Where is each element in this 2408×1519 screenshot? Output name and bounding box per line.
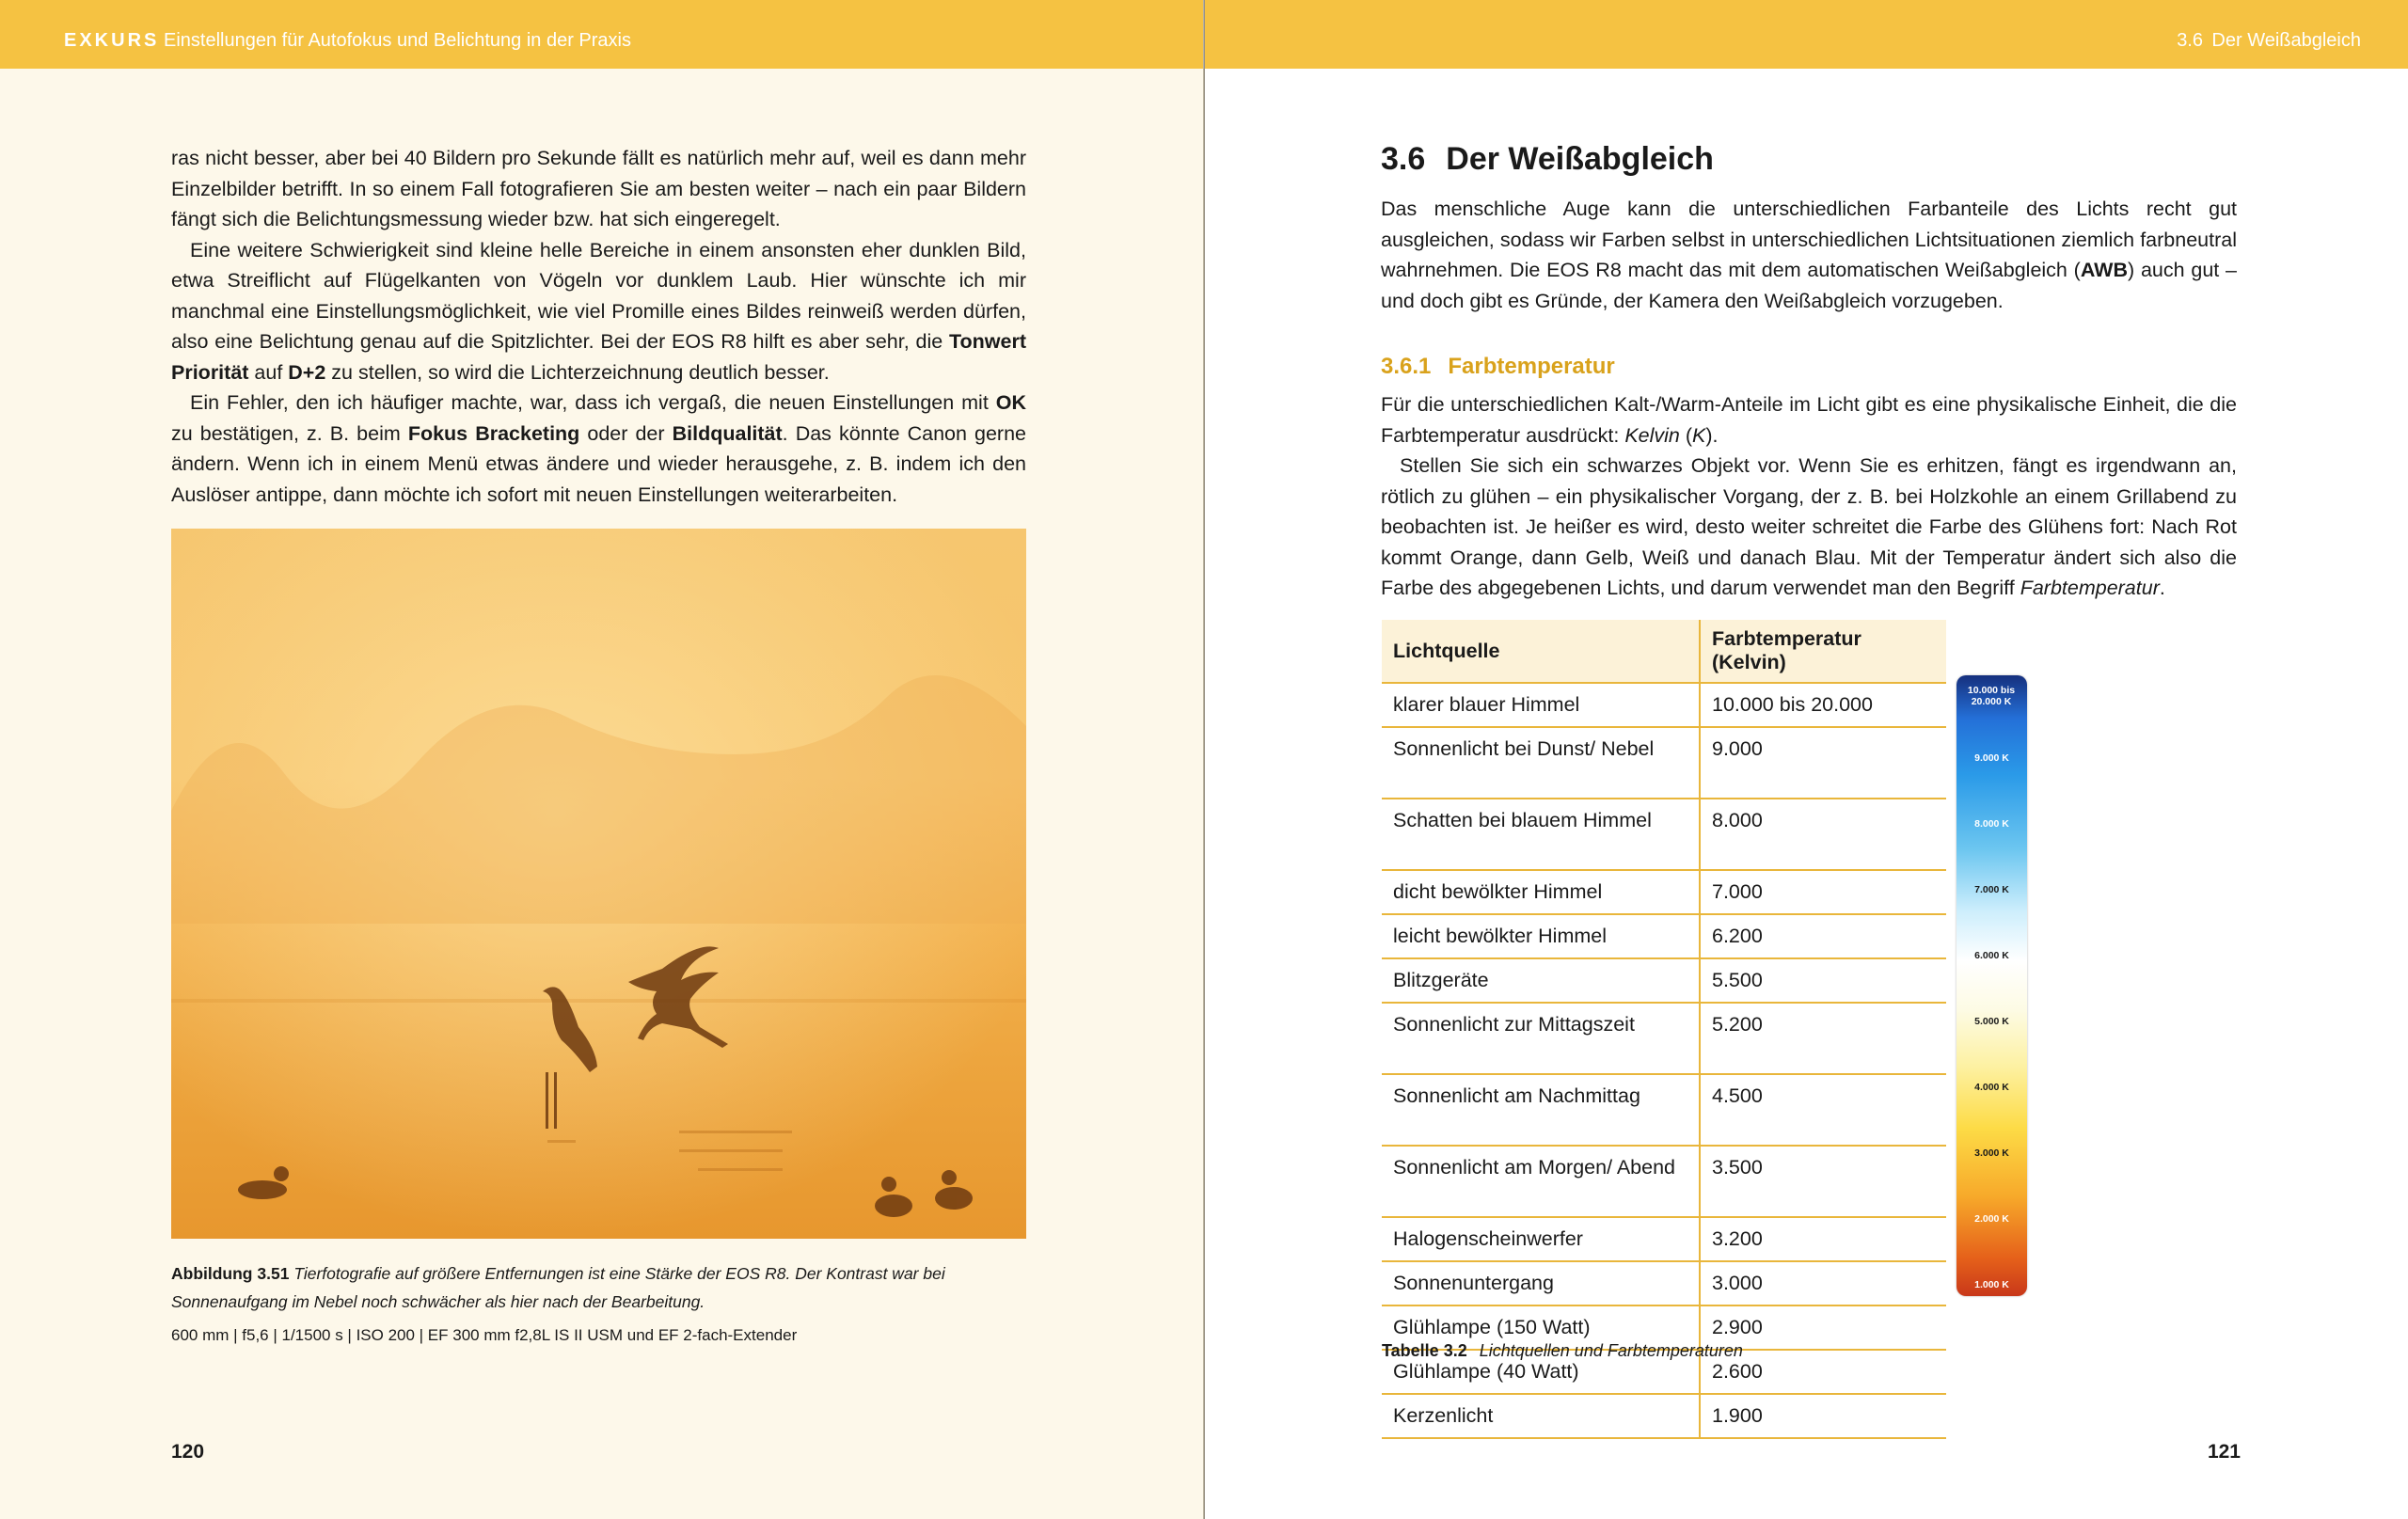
column-header: Lichtquelle (1382, 620, 1700, 683)
figure-caption-text: Tierfotografie auf größere Entfernungen ist eine Stärke der EOS R8. Der Kontrast war bei Sonnenaufgang im Nebel noch schwächer als hier nach der Bearbeitung. (171, 1264, 945, 1311)
paragraph (1381, 451, 2237, 604)
light-source-cell: Sonnenlicht am Morgen/ Abend (1382, 1146, 1700, 1217)
kelvin-value-cell: 4.500 (1700, 1074, 1946, 1146)
bold-term: AWB (2080, 259, 2129, 281)
table-caption-text: Lichtquellen und Farbtemperaturen (1479, 1341, 1743, 1360)
kelvin-value-cell: 2.900 (1700, 1305, 1946, 1350)
heron-photo (171, 529, 1026, 1239)
light-source-cell: leicht bewölkter Himmel (1382, 914, 1700, 958)
kelvin-value-cell: 7.000 (1700, 870, 1946, 914)
light-source-cell: Sonnenlicht am Nachmittag (1382, 1074, 1700, 1146)
color-temperature-table (1382, 620, 1946, 1439)
kelvin-value-cell: 3.500 (1700, 1146, 1946, 1217)
text-run: . Das könnte Canon gerne ändern. Wenn ich in einem Menü etwas ändere und wieder herausgehe, z. B. indem ich den Auslöser antippe, dann möchte ich sofort mit neuen Einstellungen weiterarbeiten. (171, 421, 1027, 506)
kelvin-value-cell: 2.600 (1700, 1350, 1946, 1394)
italic-term: Farbtemperatur (2020, 577, 2160, 599)
section-number: 3.6 (1381, 141, 1426, 177)
table-row (1382, 1003, 1946, 1074)
italic-term: Kelvin (1624, 423, 1680, 447)
table-caption-label: Tabelle 3.2 (1382, 1341, 1467, 1360)
header-tag: EXKURS (64, 30, 160, 51)
light-source-cell: Halogenscheinwerfer (1382, 1217, 1700, 1261)
text-run: . (2159, 577, 2165, 599)
kelvin-value-cell: 5.500 (1700, 958, 1946, 1003)
paragraph (171, 388, 1026, 510)
text-run: Für die unterschiedlichen Kalt-/Warm-Anteile im Licht gibt es eine physikalische Einheit, die die Farbtemperatur ausdrückt: (1381, 393, 2237, 447)
page-number-left: 120 (171, 1441, 205, 1463)
kelvin-value-cell: 3.200 (1700, 1217, 1946, 1261)
header-bar-left (0, 0, 1204, 69)
paragraph (1381, 194, 2237, 316)
subsection-title: Farbtemperatur (1448, 354, 1615, 379)
text-run: ) auch gut – und doch gibt es Gründe, der Kamera den Weißabgleich vorzugeben. (1381, 259, 2238, 312)
farbtemperatur-text (1381, 389, 2237, 604)
bold-term: OK (995, 391, 1026, 414)
kelvin-scale-label: 9.000 K (1974, 752, 2009, 764)
table-row (1382, 1261, 1946, 1305)
table-row (1382, 1217, 1946, 1261)
text-run: zu stellen, so wird die Lichterzeichnung deutlich besser. (325, 360, 830, 384)
light-source-cell: Sonnenlicht zur Mittagszeit (1382, 1003, 1700, 1074)
bold-term: D+2 (288, 360, 326, 384)
paragraph (171, 235, 1026, 388)
header-section-number: 3.6 (2177, 30, 2203, 51)
kelvin-scale-label: 5.000 K (1974, 1016, 2009, 1027)
bold-term: Fokus Bracketing (407, 421, 580, 445)
right-page (1205, 0, 2408, 1519)
intro-text (1381, 194, 2237, 316)
table-header-row (1382, 620, 1946, 683)
kelvin-scale-label: 10.000 bis 20.000 K (1967, 685, 2016, 707)
header-title-right: Der Weißabgleich (2211, 30, 2361, 51)
table-row (1382, 1074, 1946, 1146)
kelvin-value-cell: 9.000 (1700, 727, 1946, 799)
kelvin-value-cell: 6.200 (1700, 914, 1946, 958)
text-run: ( (1679, 423, 1693, 447)
kelvin-value-cell: 1.900 (1700, 1394, 1946, 1438)
column-header: Farbtemperatur (Kelvin) (1700, 620, 1946, 683)
text-run: Stellen Sie sich ein schwarzes Objekt vor. Wenn Sie es erhitzen, fängt es irgendwann an, rötlich zu glühen – ein physikalischer Vorgang, der z. B. bei Holzkohle an einem Grillabend zu beobachten ist. Je heißer es wird, desto weiter schreitet die Farbe des Glühens fort: Nach Rot kommt Orange, dann Gelb, Weiß und danach Blau. Mit der Temperatur ändert sich also die Farbe des abgegebenen Lichts, und darum verwendet man den Begriff (1381, 454, 2237, 599)
text-run: Eine weitere Schwierigkeit sind kleine helle Bereiche in einem ansonsten eher dunklen Bild, etwa Streiflicht auf Flügelkanten von Vögeln vor dunklem Laub. Hier wünschte ich mir manchmal eine Einstellungsmöglichkeit, wie viel Promille eines Bildes reinweiß werden dürfen, also eine Belichtung genau auf die Spitzlichter. Bei der EOS R8 hilft es aber sehr, die (171, 238, 1026, 353)
kelvin-scale-label: 7.000 K (1974, 884, 2009, 895)
light-source-cell: dicht bewölkter Himmel (1382, 870, 1700, 914)
table-row (1382, 683, 1946, 727)
bold-term: Tonwert Priorität (171, 330, 1026, 384)
light-source-cell: Kerzenlicht (1382, 1394, 1700, 1438)
kelvin-value-cell: 3.000 (1700, 1261, 1946, 1305)
figure-label: Abbildung 3.51 (171, 1264, 290, 1283)
light-source-cell: Glühlampe (150 Watt) (1382, 1305, 1700, 1350)
kelvin-scale-label: 2.000 K (1974, 1213, 2009, 1225)
header-title-left: Einstellungen für Autofokus und Belichtung in der Praxis (164, 30, 631, 51)
text-run: zu bestätigen, z. B. beim (171, 421, 408, 445)
subsection-heading (1381, 354, 1615, 380)
text-run: ras nicht besser, aber bei 40 Bildern pro Sekunde fällt es natürlich mehr auf, weil es dann mehr Einzelbilder betrifft. In so einem Fall fotografieren Sie am besten weiter – nach ein paar Bildern fängt sich die Belichtungsmessung wieder bzw. hat sich eingeregelt. (171, 147, 1026, 230)
light-source-cell: Sonnenuntergang (1382, 1261, 1700, 1305)
italic-term: K (1692, 423, 1706, 447)
header-bar-right (1205, 0, 2408, 69)
table-caption (1382, 1341, 1743, 1361)
kelvin-scale-label: 8.000 K (1974, 818, 2009, 830)
table-row (1382, 1146, 1946, 1217)
light-source-cell: klarer blauer Himmel (1382, 683, 1700, 727)
page-number-right: 121 (2207, 1441, 2241, 1463)
kelvin-scale-label: 3.000 K (1974, 1147, 2009, 1159)
kelvin-scale-label: 4.000 K (1974, 1082, 2009, 1093)
table-row (1382, 914, 1946, 958)
text-run: Ein Fehler, den ich häufiger machte, war, dass ich vergaß, die neuen Einstellungen mit (190, 391, 996, 414)
table-row (1382, 1394, 1946, 1438)
light-source-cell: Glühlampe (40 Watt) (1382, 1350, 1700, 1394)
table-row (1382, 799, 1946, 870)
section-heading (1381, 141, 1714, 178)
light-source-cell: Sonnenlicht bei Dunst/ Nebel (1382, 727, 1700, 799)
section-title: Der Weißabgleich (1446, 141, 1714, 177)
left-body-text (171, 143, 1026, 510)
text-run: oder der (579, 421, 673, 445)
bold-term: Bildqualität (672, 421, 783, 445)
text-run: Das menschliche Auge kann die unterschiedlichen Farbanteile des Lichts recht gut ausgleichen, sodass wir Farben selbst in unterschiedlichen Lichtsituationen ziemlich farbneutral wahrnehmen. Die EOS R8 macht das mit dem automatischen Weißabgleich ( (1381, 198, 2237, 281)
table-row (1382, 958, 1946, 1003)
kelvin-value-cell: 8.000 (1700, 799, 1946, 870)
table-body (1382, 683, 1946, 1438)
figure-caption (171, 1259, 1026, 1350)
table-row (1382, 727, 1946, 799)
kelvin-color-scale (1956, 675, 2027, 1296)
paragraph (171, 143, 1026, 235)
light-source-cell: Blitzgeräte (1382, 958, 1700, 1003)
paragraph (1381, 389, 2237, 451)
subsection-number: 3.6.1 (1381, 354, 1432, 379)
kelvin-value-cell: 10.000 bis 20.000 (1700, 683, 1946, 727)
light-source-cell: Schatten bei blauem Himmel (1382, 799, 1700, 870)
text-run: ). (1705, 423, 1719, 447)
kelvin-scale-label: 6.000 K (1974, 950, 2009, 961)
table-row (1382, 870, 1946, 914)
kelvin-scale-label: 1.000 K (1974, 1279, 2009, 1290)
figure-meta: 600 mm | f5,6 | 1/1500 s | ISO 200 | EF 300 mm f2,8L IS II USM und EF 2-fach-Extender (171, 1326, 798, 1344)
text-run: auf (248, 360, 289, 384)
kelvin-value-cell: 5.200 (1700, 1003, 1946, 1074)
